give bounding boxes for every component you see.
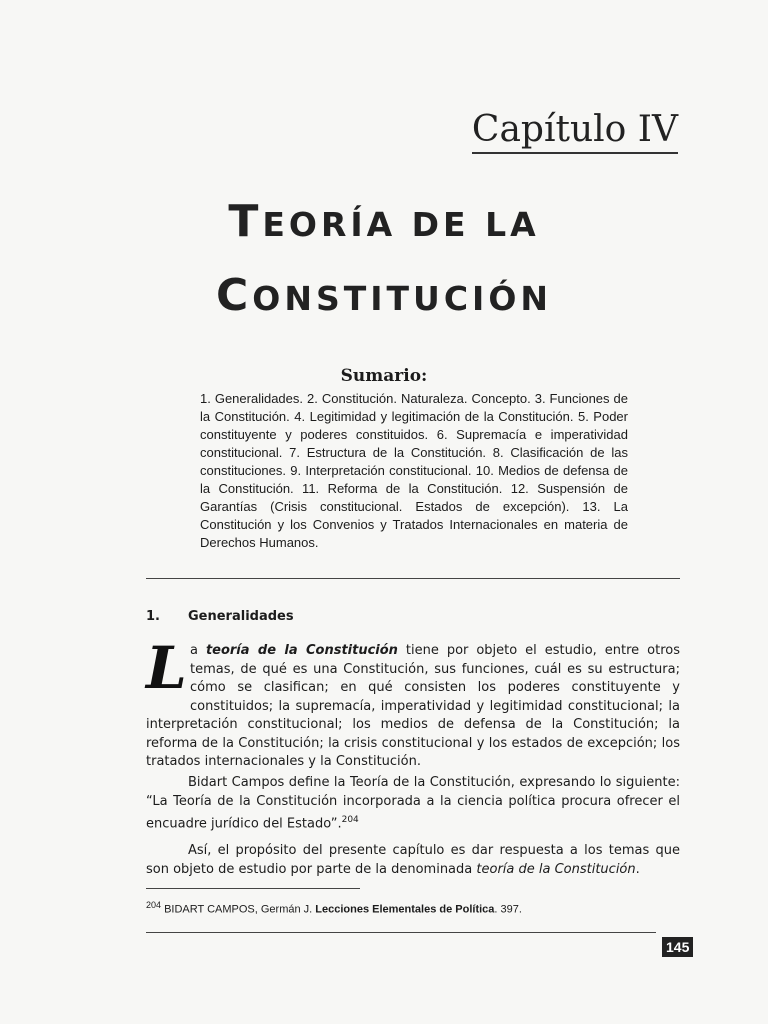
- title-line-2: [0, 270, 768, 321]
- paragraph-3: [146, 842, 680, 879]
- footnote-author: BIDART CAMPOS, Germán J.: [161, 903, 316, 916]
- summary-heading: Sumario:: [340, 366, 428, 386]
- chapter-heading: Capítulo IV: [472, 110, 678, 154]
- title-rest-2: ONSTITUCIÓN: [252, 279, 552, 318]
- footnote-divider: [146, 888, 360, 889]
- title-rest-1: EORÍA DE LA: [262, 205, 540, 244]
- footnote-ref: 204: [341, 815, 359, 825]
- p2-text: Bidart Campos define la Teoría de la Constitución, expresando lo siguiente: “La Teoría de la Constitución incorporada a la ciencia política procura ofrecer el encuadre jurídico del Estado”.: [146, 775, 680, 832]
- footnote-work: Lecciones Elementales de Política: [315, 903, 495, 916]
- p3-end: .: [635, 861, 640, 877]
- paragraph-1: [146, 634, 680, 772]
- p1-rest: tiene por objeto el estudio, entre otros temas, de qué es una Constitución, sus funciones, cuál es su estructura; cómo se clasifican; en qué consisten los poderes constituyente y constituidos; la supremacía, imperatividad y legitimidad constitucional; la interpretación constitucional; los medios de defensa de la Constitución; la reforma de la Constitución; la crisis constitucional y los estados de excepción; los tratados internacionales y la Constitución.: [146, 643, 680, 769]
- drop-cap: L: [146, 634, 187, 702]
- section-title: Generalidades: [188, 609, 294, 624]
- summary-text: 1. Generalidades. 2. Constitución. Naturaleza. Concepto. 3. Funciones de la Constitución. 4. Legitimidad y legitimación de la Constitución. 5. Poder constituyente y poderes constituidos. 6. Supremacía e imperatividad constitucional. 7. Estructura de la Constitución. 8. Clasificación de las constituciones. 9. Interpretación constitucional. 10. Medios de defensa de la Constitución. 11. Reforma de la Constitución. 12. Suspensión de Garantías (Crisis constitucional. Estados de excepción). 13. La Constitución y los Convenios y Tratados Internacionales en materia de Derechos Humanos.: [200, 391, 628, 550]
- footnote: [146, 900, 522, 916]
- p1-pre: a: [190, 643, 206, 658]
- section-heading: [146, 609, 294, 624]
- paragraph-2: [146, 774, 680, 834]
- p1-emphasis: teoría de la Constitución: [205, 643, 398, 658]
- page-number: 145: [662, 937, 693, 957]
- footnote-number: 204: [146, 900, 162, 910]
- title-initial-2: C: [216, 270, 253, 321]
- p3-emphasis: teoría de la Constitución: [476, 861, 636, 877]
- p3-text: Así, el propósito del presente capítulo es dar respuesta a los temas que son objeto de estudio por parte de la denominada: [146, 843, 680, 877]
- section-number: 1.: [146, 609, 160, 624]
- title-initial-1: T: [228, 196, 263, 247]
- footnote-page: . 397.: [494, 903, 522, 916]
- title-line-1: [0, 196, 768, 247]
- bottom-divider: [146, 932, 656, 933]
- divider: [146, 578, 680, 579]
